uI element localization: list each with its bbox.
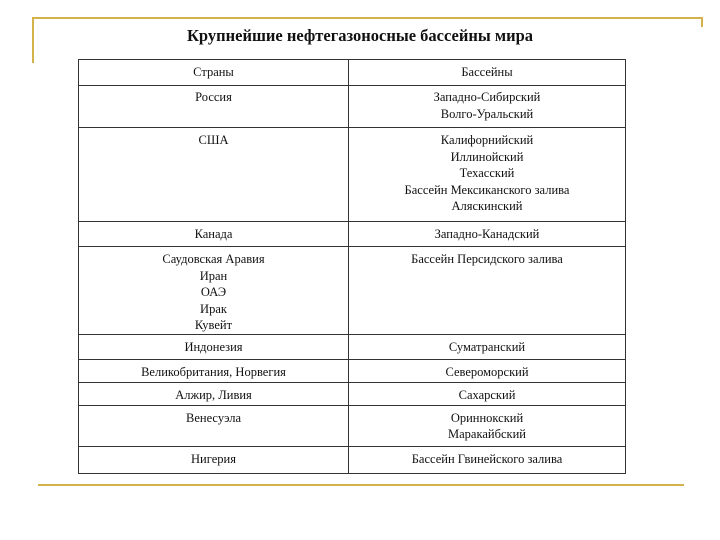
- country-cell: [79, 382, 349, 405]
- country-name: Иран: [199, 268, 228, 283]
- country-name: Индонезия: [184, 339, 243, 354]
- basin-name: Североморский: [445, 364, 529, 379]
- basin-name: Западно-Сибирский: [433, 90, 541, 104]
- country-name: Нигерия: [191, 451, 236, 466]
- basin-name: Калифорнийский: [440, 133, 534, 147]
- country-name: Кувейт: [194, 318, 233, 332]
- country-cell: [79, 334, 349, 359]
- country-name: Ирак: [200, 301, 227, 316]
- basin-cell: [349, 222, 626, 247]
- country-cell: [79, 405, 349, 446]
- table-row: [79, 359, 626, 382]
- table-row: [79, 247, 626, 335]
- country-name: Канада: [194, 227, 233, 241]
- country-name: США: [198, 133, 229, 147]
- table-row: [79, 86, 626, 128]
- basin-name: Волго-Уральский: [440, 106, 534, 121]
- basin-cell: [349, 382, 626, 405]
- country-cell: [79, 446, 349, 473]
- table-row: [79, 382, 626, 405]
- country-name: Россия: [195, 90, 232, 104]
- country-cell: [79, 222, 349, 247]
- basin-name: Сахарский: [458, 387, 516, 402]
- country-name: Великобритания, Норвегия: [141, 364, 286, 379]
- table-row: [79, 222, 626, 247]
- basin-cell: [349, 247, 626, 335]
- table-row: [79, 334, 626, 359]
- country-name: Венесуэла: [186, 410, 241, 425]
- basin-name: Маракайбский: [448, 427, 526, 441]
- table-row: [79, 128, 626, 222]
- basin-cell: [349, 446, 626, 473]
- table-header-row: [79, 60, 626, 86]
- table-row: [79, 405, 626, 446]
- basin-name: Иллинойский: [450, 149, 524, 164]
- country-cell: [79, 86, 349, 128]
- basin-cell: [349, 359, 626, 382]
- basin-name: Техасский: [459, 166, 515, 180]
- basin-name: Суматранский: [448, 339, 526, 354]
- frame-top-line: [32, 17, 703, 19]
- basin-cell: [349, 128, 626, 222]
- country-cell: [79, 359, 349, 382]
- basin-cell: [349, 86, 626, 128]
- basin-name: Бассейн Персидского залива: [411, 252, 563, 266]
- basin-name: Ориннокский: [450, 410, 524, 425]
- header-countries: Страны: [79, 60, 349, 86]
- basin-name: Аляскинский: [451, 199, 523, 213]
- country-cell: [79, 128, 349, 222]
- basins-table: [78, 59, 626, 474]
- basin-cell: [349, 405, 626, 446]
- basin-cell: [349, 334, 626, 359]
- basin-name: Бассейн Гвинейского залива: [411, 451, 563, 466]
- country-name: Алжир, Ливия: [175, 387, 252, 402]
- header-basins: Бассейны: [349, 60, 626, 86]
- basin-name: Западно-Канадский: [434, 227, 540, 241]
- table-row: [79, 446, 626, 473]
- frame-bottom-line: [38, 484, 684, 486]
- basin-name: Бассейн Мексиканского залива: [404, 182, 570, 197]
- country-name: ОАЭ: [200, 285, 227, 299]
- page-title: Крупнейшие нефтегазоносные бассейны мира: [186, 26, 534, 45]
- country-cell: [79, 247, 349, 335]
- table-body: [79, 86, 626, 474]
- country-name: Саудовская Аравия: [162, 252, 265, 266]
